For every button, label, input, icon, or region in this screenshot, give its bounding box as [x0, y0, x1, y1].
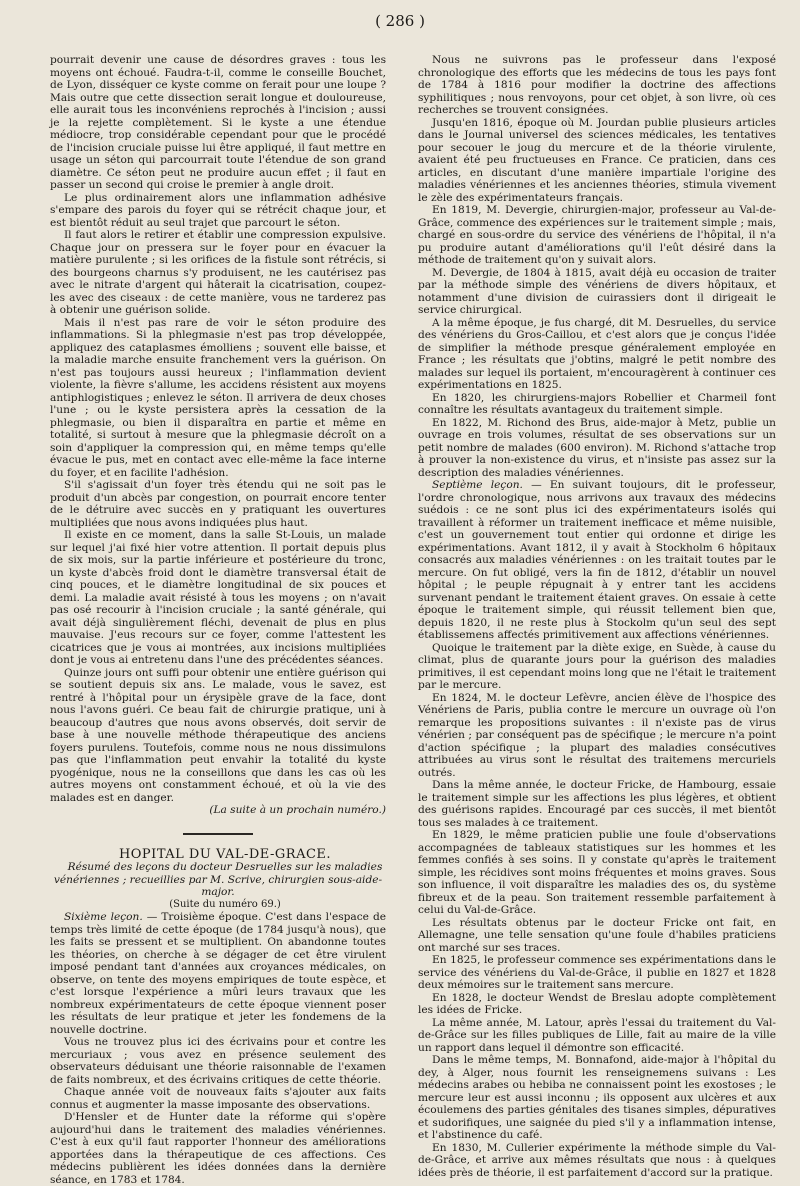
continuation-note: (La suite à un prochain numéro.) — [209, 804, 386, 816]
paragraph: En 1829, le même praticien publie une foule d'observations accompagnées de tableaux statistiques sur les hommes et les femmes confiés à ses soins. Il y constate qu'après le traitement simple, les récidives sont moins fréquentes et moins graves. Sous son influence, il voit disparaître les maladies des os, du système fibreux et de la peau. Son traitement ressemble parfaitement à celui du Val-de-Grâce. — [418, 829, 776, 916]
paragraph: En 1830, M. Cullerier expérimente la méthode simple du Val-de-Grâce, et arrive aux mêmes résultats que nous : à quelques idées près de théorie, il est parfaitement d'accord sur la pratique. — [418, 1141, 776, 1179]
paragraph: S'il s'agissait d'un foyer très étendu qui ne soit pas le produit d'un abcès par congestion, on pourrait encore tenter de le détruire avec succès en y pratiquant les ouvertures multipliées que nous avons indiquées plus haut. — [50, 479, 386, 529]
paragraph: Vous ne trouvez plus ici des écrivains pour et contre les mercuriaux ; vous avez en présence seulement des observateurs déduisant une théorie raisonnable de l'examen de faits nombreux, et des écrivains critiques de cette théorie. — [50, 1036, 386, 1086]
lesson-paragraph — [418, 479, 776, 642]
paragraph: Dans la même année, le docteur Fricke, de Hambourg, essaie le traitement simple sur les affections les plus légères, et obtient des guérisons rapides. Encouragé par ces succès, il met bientôt tous ses malades à ce traitement. — [418, 779, 776, 829]
paragraph: pourrait devenir une cause de désordres graves : tous les moyens ont échoué. Faudra-t-il, comme le conseille Bouchet, de Lyon, disséquer ce kyste comme on ferait pour une loupe ? Mais outre que cette dissection serait longue et douloureuse, elle aurait tous les inconvéniens reprochés à l'incision ; aussi je la rejette complètement. Si le kyste a une étendue médiocre, trop considérable cependant pour que le procédé de l'incision cruciale puisse lui être appliqué, il faut mettre en usage un séton qui parcourrait toute l'étendue de son grand diamètre. Ce séton peut ne produire aucun effet ; il faut en passer un second qui croise le premier à angle droit. — [50, 54, 386, 191]
paragraph: D'Hensler et de Hunter date la réforme qui s'opère aujourd'hui dans le traitement des maladies vénériennes. C'est à eux qu'il faut rapporter l'honneur des améliorations apportées dans la thérapeutique de ces affections. Ces médecins publièrent les idées données dans la dernière séance, en 1783 et 1784. — [50, 1111, 386, 1186]
paragraph: Dans le même temps, M. Bonnafond, aide-major à l'hôpital du dey, à Alger, nous fournit les renseignemens suivans : Les médecins arabes ou hebiba ne connaissent point les exostoses ; le mercure leur est aussi inconnu ; ils opposent aux ulcères et aux écoulemens des parties génitales des tisanes simples, dépuratives et sudorifiques, une saignée du pied s'il y a inflammation intense, et l'abstinence du café. — [418, 1054, 776, 1141]
paragraph: En 1819, M. Devergie, chirurgien-major, professeur au Val-de-Grâce, commence des expériences sur le traitement simple ; mais, chargé en sous-ordre du service des vénériens de l'hôpital, il n'a pu produire autant d'améliorations qu'il l'eût désiré dans la méthode de traitement qu'on y suivait alors. — [418, 204, 776, 266]
paragraph: Chaque année voit de nouveaux faits s'ajouter aux faits connus et augmenter la masse imposante des observations. — [50, 1086, 386, 1111]
paragraph: Le plus ordinairement alors une inflammation adhésive s'empare des parois du foyer qui se rétrécit chaque jour, et est bientôt réduit au seul trajet que parcourt le séton. — [50, 191, 386, 229]
paragraph: Nous ne suivrons pas le professeur dans l'exposé chronologique des efforts que les médecins de tous les pays font de 1784 à 1816 pour modifier la doctrine des affections syphilitiques ; nous renvoyons, pour cet objet, à son livre, où ces recherches se trouvent consignées. — [418, 54, 776, 116]
paragraph: M. Devergie, de 1804 à 1815, avait déjà eu occasion de traiter par la méthode simple des vénériens de divers hôpitaux, et notamment d'une division de cuirassiers dont il dirigeait le service chirurgical. — [418, 266, 776, 316]
page-number: ( 286 ) — [375, 12, 425, 30]
section-subtitle: Résumé des leçons du docteur Desruelles sur les maladies vénériennes ; recueillies par M. Scrive, chirurgien sous-aide-major. — [53, 861, 383, 898]
paragraph: En 1824, M. le docteur Lefèvre, ancien élève de l'hospice des Vénériens de Paris, publia contre le mercure un ouvrage où l'on remarque les propositions suivantes : il n'existe pas de virus vénérien ; par conséquent pas de spécifique ; le mercure n'a point d'action spécifique ; la plupart des maladies consécutives attribuées au virus sont le résultat des traitemens mercuriels outrés. — [418, 691, 776, 779]
suite-note: (Suite du numéro 69.) — [169, 898, 281, 910]
right-column — [418, 54, 776, 1179]
paragraph: Il existe en ce moment, dans la salle St-Louis, un malade sur lequel j'ai fixé hier votre attention. Il portait depuis plus de six mois, sur la partie inférieure et postérieure du tronc, un kyste d'abcès froid dont le diamètre transversal était de cinq pouces, et le diamètre longitudinal de six pouces et demi. La maladie avait résisté à tous les moyens ; on n'avait pas osé recourir à l'incision cruciale ; la santé générale, qui avait déjà singulièrement fléchi, devenait de plus en plus mauvaise. J'eus recours sur ce foyer, comme l'attestent les cicatrices que je vous ai montrées, aux incisions multipliées dont je vous ai entretenu dans l'une des précédentes séances. — [50, 529, 386, 666]
paragraph: Mais il n'est pas rare de voir le séton produire des inflammations. Si la phlegmasie n'est pas trop développée, appliquez des cataplasmes émolliens ; souvent elle baisse, et la maladie marche ensuite franchement vers la guérison. On n'est pas toujours aussi heureux ; l'inflammation devient violente, la fièvre s'allume, les accidens résistent aux moyens antiphlogistiques ; enlevez le séton. Il arrivera de deux choses l'une ; ou le kyste persistera après la cessation de la phlegmasie, ou bien il disparaîtra en partie et même en totalité, si surtout à mesure que la phlegmasie décroît on a soin d'appliquer la compression qui, en même temps qu'elle évacue le pus, met en contact avec elle-même la face interne du foyer, et en facilite l'adhésion. — [50, 316, 386, 479]
paragraph: Jusqu'en 1816, époque où M. Jourdan publie plusieurs articles dans le Journal universel des sciences médicales, les tentatives pour secouer le joug du mercure et de la théorie virulente, avaient été peu fructueuses en France. Ce praticien, dans ces articles, en discutant d'une manière impartiale l'origine des maladies vénériennes et les anciennes théories, stimula vivement le zèle des expérimentateurs français. — [418, 116, 776, 204]
lesson-text: — Troisième époque. C'est dans l'espace de temps très limité de cette époque (de 1784 jusqu'à nous), que les faits se pressent et se multiplient. On abandonne toutes les théories, on cherche à se dégager de cet être virulent imposé pendant tant d'années aux croyances médicales, on observe, on tente des moyens empiriques de toute espèce, et c'est lorsque l'expérience a mûri leurs travaux que les nombreux expérimentateurs de cette époque viennent poser les résultats de leur pratique et jeter les fondemens de la nouvelle doctrine. — [50, 911, 386, 1036]
section-divider — [183, 833, 253, 835]
lesson-text: — En suivant toujours, dit le professeur, l'ordre chronologique, nous arrivons aux travaux des médecins suédois : ce ne sont plus ici des expérimentateurs isolés qui travaillent à réformer un traitement inefficace et même nuisible, c'est un gouvernement tout entier qui ordonne et dirige les expérimentations. Avant 1812, il y avait à Stockholm 6 hôpitaux consacrés aux maladies vénériennes : on les traitait toutes par le mercure. On fut obligé, vers la fin de 1812, d'établir un nouvel hôpital ; le peuple répugnait à y entrer tant les accidens survenant pendant le traitement étaient graves. On essaie à cette époque le traitement simple, qui réussit tellement bien que, depuis 1820, il ne reste plus à Stockolm qu'un seul des sept établissemens affectés primitivement aux affections vénériennes. — [418, 479, 776, 641]
paragraph: A la même époque, je fus chargé, dit M. Desruelles, du service des vénériens du Gros-Caillou, et c'est alors que je conçus l'idée de simplifier la méthode presque généralement employée en France ; les résultats que j'obtins, malgré le petit nombre des malades sur lequel ils portaient, m'encouragèrent à continuer ces expérimentations en 1825. — [418, 316, 776, 391]
section-heading: HOPITAL DU VAL-DE-GRACE. — [118, 846, 332, 862]
paragraph: En 1820, les chirurgiens-majors Robellier et Charmeil font connaître les résultats avantageux du traitement simple. — [418, 391, 776, 416]
paragraph: Il faut alors le retirer et établir une compression expulsive. Chaque jour on pressera sur le foyer pour en évacuer la matière purulente ; si les orifices de la fistule sont rétrécis, si des bourgeons charnus s'y produisent, ne les cautérisez pas avec le nitrate d'argent qui hâterait la cicatrisation, coupez-les avec des ciseaux : de cette manière, vous ne tarderez pas à obtenir une guérison solide. — [50, 229, 386, 316]
lesson-label: Sixième leçon. — [64, 911, 143, 923]
lesson-paragraph — [50, 911, 386, 1036]
paragraph: En 1825, le professeur commence ses expérimentations dans le service des vénériens du Val-de-Grâce, il publie en 1827 et 1828 deux mémoires sur le traitement sans mercure. — [418, 954, 776, 991]
paragraph: Quinze jours ont suffi pour obtenir une entière guérison qui se soutient depuis six ans. Le malade, vous le savez, est rentré à l'hôpital pour un érysipèle grave de la face, dont nous l'avons guéri. Ce beau fait de chirurgie pratique, uni à beaucoup d'autres que nous avons observés, doit servir de base à une nouvelle méthode thérapeutique des anciens foyers purulens. Toutefois, comme nous ne nous dissimulons pas que l'inflammation peut envahir la totalité du kyste pyogénique, nous ne la conseillons que dans les cas où les autres moyens ont constamment échoué, et où la vie des malades est en danger. — [50, 666, 386, 804]
paragraph: Quoique le traitement par la diète exige, en Suède, à cause du climat, plus de quarante jours pour la guérison des maladies primitives, il est cependant moins long que ne l'était le traitement par le mercure. — [418, 641, 776, 691]
left-column — [50, 54, 386, 1186]
paragraph: En 1822, M. Richond des Brus, aide-major à Metz, publie un ouvrage en trois volumes, résultat de ses observations sur un petit nombre de malades (600 environ). M. Richond s'attache trop à prouver la non-existence du virus, et n'insiste pas assez sur la description des maladies vénériennes. — [418, 416, 776, 479]
lesson-label: Septième leçon. — [432, 479, 523, 491]
paragraph: En 1828, le docteur Wendst de Breslau adopte complètement les idées de Fricke. — [418, 991, 776, 1016]
paragraph: Les résultats obtenus par le docteur Fricke ont fait, en Allemagne, une telle sensation qu'une foule d'habiles praticiens ont marché sur ses traces. — [418, 916, 776, 954]
paragraph: La même année, M. Latour, après l'essai du traitement du Val-de-Grâce sur les filles publiques de Lille, fait au maire de la ville un rapport dans lequel il démontre son efficacité. — [418, 1016, 776, 1054]
